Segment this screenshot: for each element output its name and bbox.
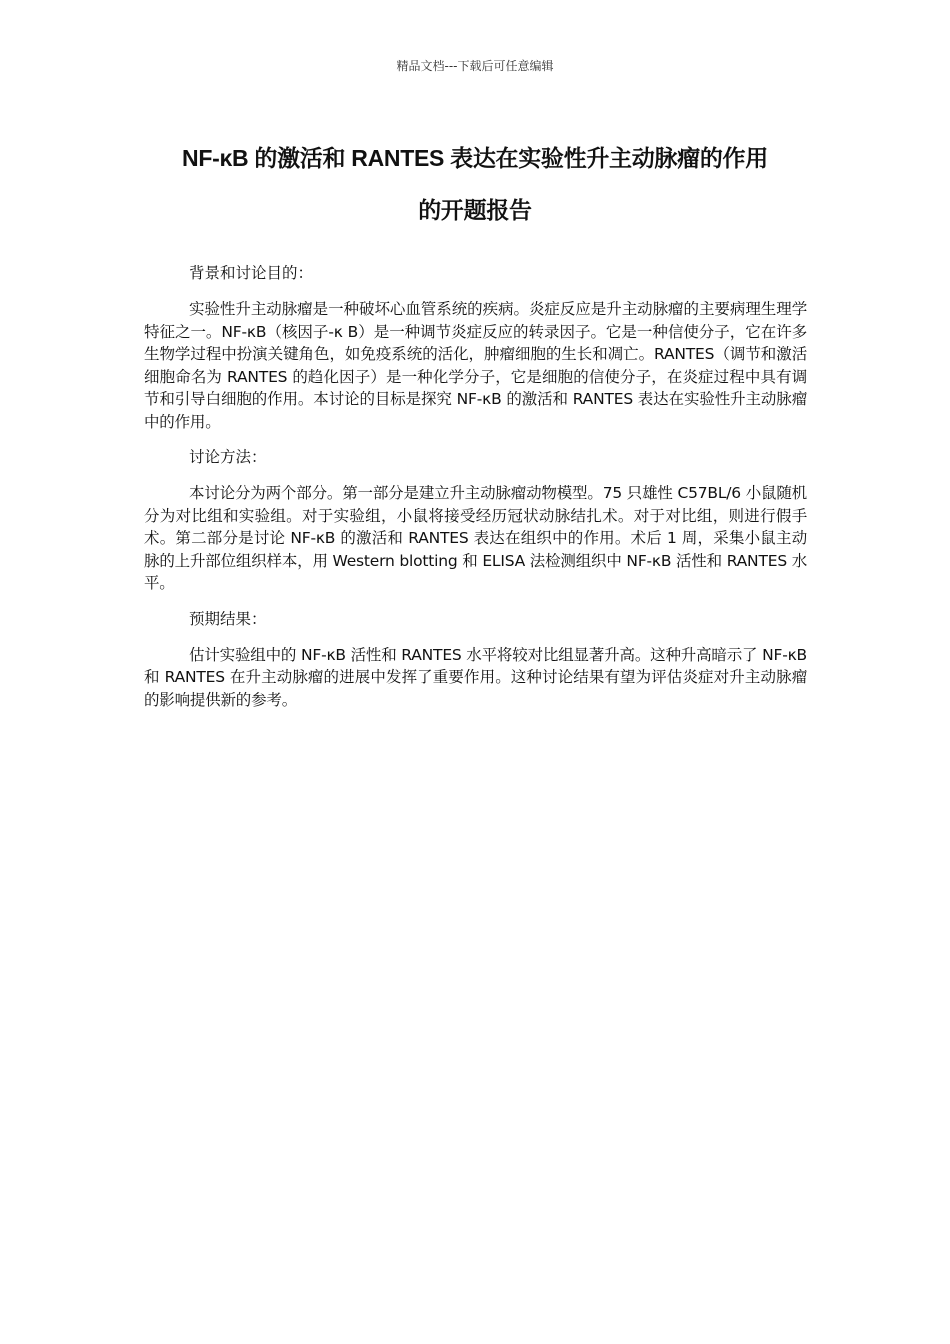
section-heading-expected-results: 预期结果： <box>189 609 267 628</box>
section-body-expected-results: 估计实验组中的 NF-κB 活性和 RANTES 水平将较对比组显著升高。这种升高暗示了 NF-κB 和 RANTES 在升主动脉瘤的进展中发挥了重要作用。这种讨论结果有望为评估炎症对升主动脉瘤的影响提供新的参考。 <box>144 645 807 709</box>
section-body-methods: 本讨论分为两个部分。第一部分是建立升主动脉瘤动物模型。75 只雄性 C57BL/6 小鼠随机分为对比组和实验组。对于实验组，小鼠将接受经历冠状动脉结扎术。对于对比组，则进行假手术。第二部分是讨论 NF-κB 的激活和 RANTES 表达在组织中的作用。术后 1 周，采集小鼠主动脉的上升部位组织样本，用 Western blotting 和 ELISA 法检测组织中 NF-κB 活性和 RANTES 水平。 <box>144 484 807 592</box>
title-line-2: 的开题报告 <box>418 197 532 223</box>
page-header: 精品文档---下载后可任意编辑 <box>396 59 554 73</box>
document-title <box>130 132 820 236</box>
section-body-background: 实验性升主动脉瘤是一种破坏心血管系统的疾病。炎症反应是升主动脉瘤的主要病理生理学特征之一。NF-κB（核因子-κ B）是一种调节炎症反应的转录因子。它是一种信使分子，它在许多生物学过程中扮演关键角色，如免疫系统的活化，肿瘤细胞的生长和凋亡。RANTES（调节和激活细胞命名为 RANTES 的趋化因子）是一种化学分子，它是细胞的信使分子，在炎症过程中具有调节和引导白细胞的作用。本讨论的目标是探究 NF-κB 的激活和 RANTES 表达在实验性升主动脉瘤中的作用。 <box>144 300 807 431</box>
title-line-1: NF-κB 的激活和 RANTES 表达在实验性升主动脉瘤的作用 <box>182 145 768 171</box>
section-heading-methods: 讨论方法： <box>189 448 267 466</box>
section-heading-background: 背景和讨论目的： <box>189 264 314 282</box>
document-body <box>144 262 807 724</box>
